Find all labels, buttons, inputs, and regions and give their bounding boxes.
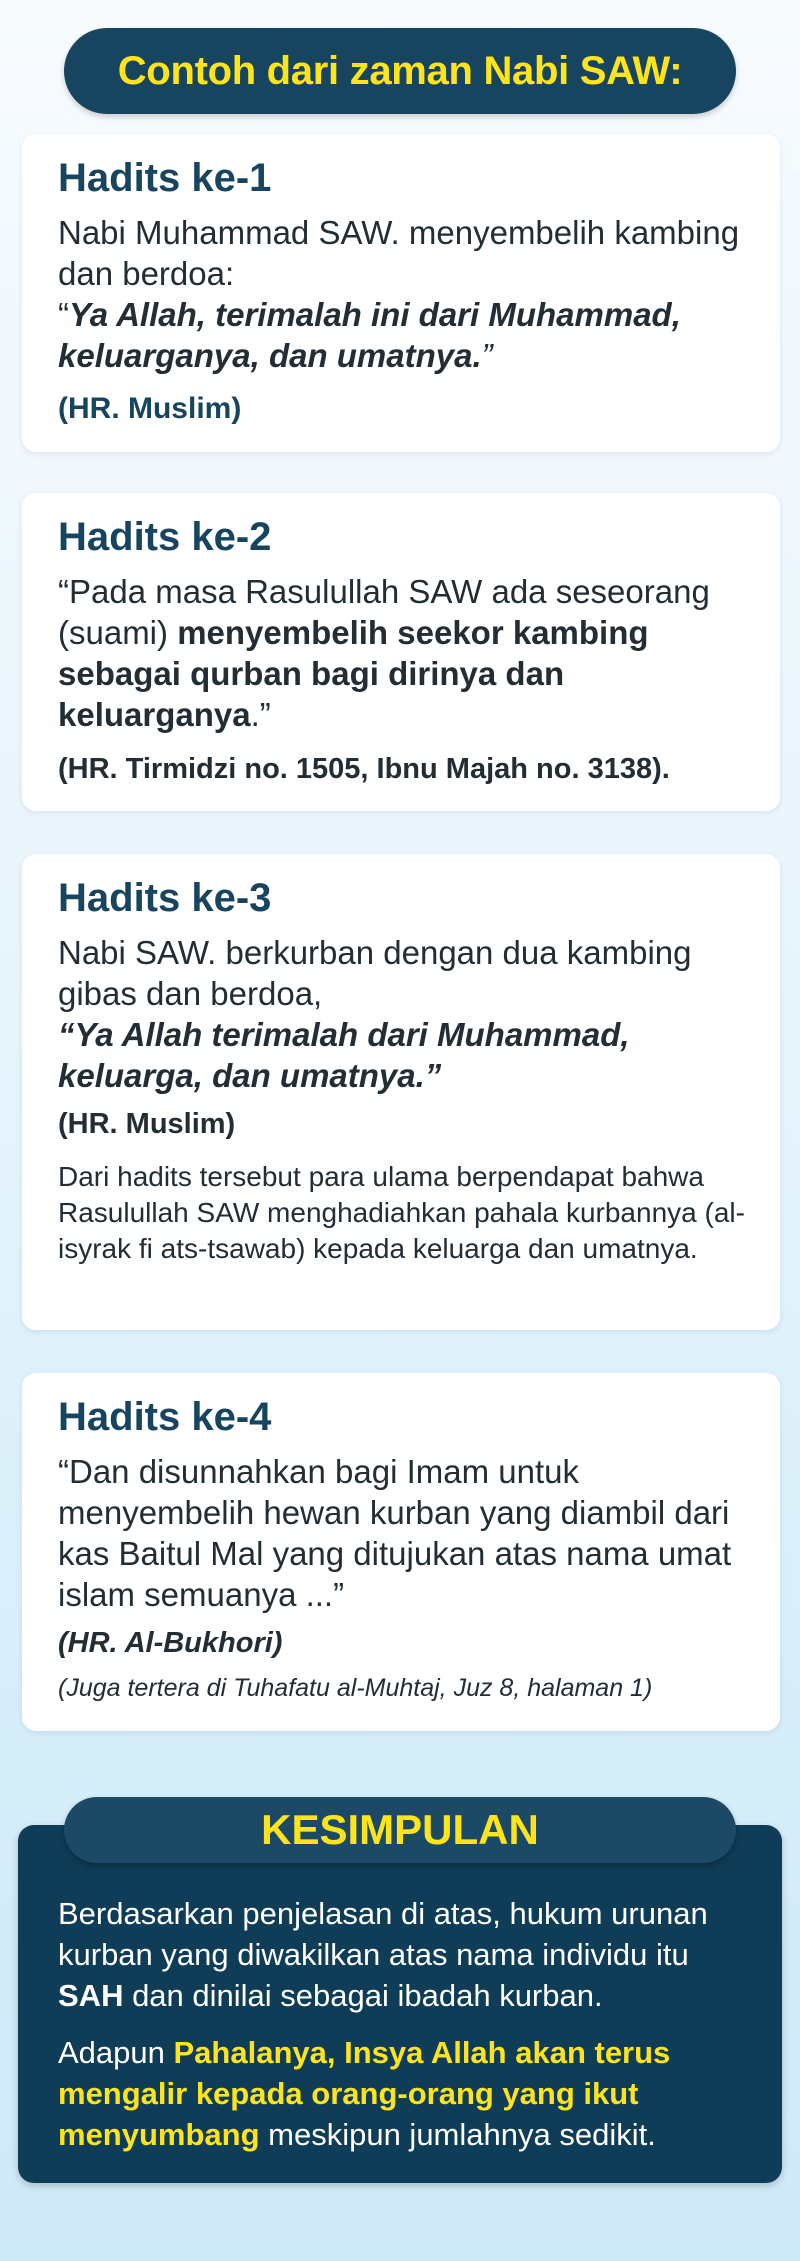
conclusion-p2-end: meskipun jumlahnya sedikit.: [259, 2117, 656, 2152]
conclusion-p2-start: Adapun: [58, 2035, 174, 2070]
conclusion-paragraph-2: [58, 2032, 758, 2155]
hadits-card-2: [22, 493, 780, 811]
hadits-quote: [58, 294, 756, 376]
hadits-card-4: [22, 1373, 780, 1731]
hadits-title: Hadits ke-4: [58, 1395, 272, 1439]
hadits-quote-text: Ya Allah, terimalah ini dari Muhammad, keluarganya, dan umatnya.: [58, 296, 681, 374]
page-title: Contoh dari zaman Nabi SAW:: [117, 48, 683, 93]
conclusion-p1-end: dan dinilai sebagai ibadah kurban.: [123, 1978, 603, 2013]
hadits-quote: “Ya Allah terimalah dari Muhammad, keluarga, dan umatnya.”: [58, 1016, 630, 1094]
conclusion-sah: SAH: [58, 1978, 124, 2013]
quote-close-mark: ”: [481, 337, 493, 374]
hadits-card-1: [22, 134, 780, 452]
conclusion-highlight: Pahalanya, Insya Allah akan terus mengalir kepada orang-orang yang ikut menyumbang: [58, 2035, 671, 2152]
conclusion-title: KESIMPULAN: [261, 1806, 539, 1853]
hadits-source: (HR. Al-Bukhori): [58, 1627, 283, 1659]
hadits-text: “Dan disunnahkan bagi Imam untuk menyembelih hewan kurban yang diambil dari kas Baitul Mal yang ditujukan atas nama umat islam semuanya ...”: [58, 1453, 732, 1613]
quote-open-mark: “: [58, 296, 69, 333]
hadits-text-bold: menyembelih seekor kambing sebagai qurban bagi dirinya dan keluarganya: [58, 614, 649, 733]
hadits-note: Dari hadits tersebut para ulama berpendapat bahwa Rasulullah SAW menghadiahkan pahala kurbannya (al-isyrak fi ats-tsawab) kepada keluarga dan umatnya.: [58, 1161, 745, 1264]
hadits-source: (HR. Muslim): [58, 1108, 236, 1140]
conclusion-title-pill: [64, 1797, 736, 1863]
hadits-source: (HR. Tirmidzi no. 1505, Ibnu Majah no. 3138).: [58, 753, 670, 785]
hadits-source-note: (Juga tertera di Tuhafatu al-Muhtaj, Juz 8, halaman 1): [58, 1674, 653, 1702]
hadits-title: Hadits ke-1: [58, 156, 272, 200]
conclusion-text: [58, 1893, 758, 2171]
hadits-text-part1: “Pada masa Rasulullah SAW ada seseorang (suami): [58, 573, 710, 651]
conclusion-paragraph-1: [58, 1893, 758, 2016]
header-title-pill: [64, 28, 736, 114]
hadits-intro: Nabi Muhammad SAW. menyembelih kambing dan berdoa:: [58, 214, 740, 292]
hadits-card-3: [22, 854, 780, 1330]
hadits-title: Hadits ke-3: [58, 876, 272, 920]
hadits-text-part2: .”: [250, 696, 271, 733]
hadits-text: [58, 571, 756, 735]
hadits-title: Hadits ke-2: [58, 515, 272, 559]
hadits-intro: Nabi SAW. berkurban dengan dua kambing gibas dan berdoa,: [58, 934, 692, 1012]
conclusion-p1-text: Berdasarkan penjelasan di atas, hukum urunan kurban yang diwakilkan atas nama individu itu: [58, 1896, 708, 1972]
hadits-source: (HR. Muslim): [58, 392, 242, 425]
